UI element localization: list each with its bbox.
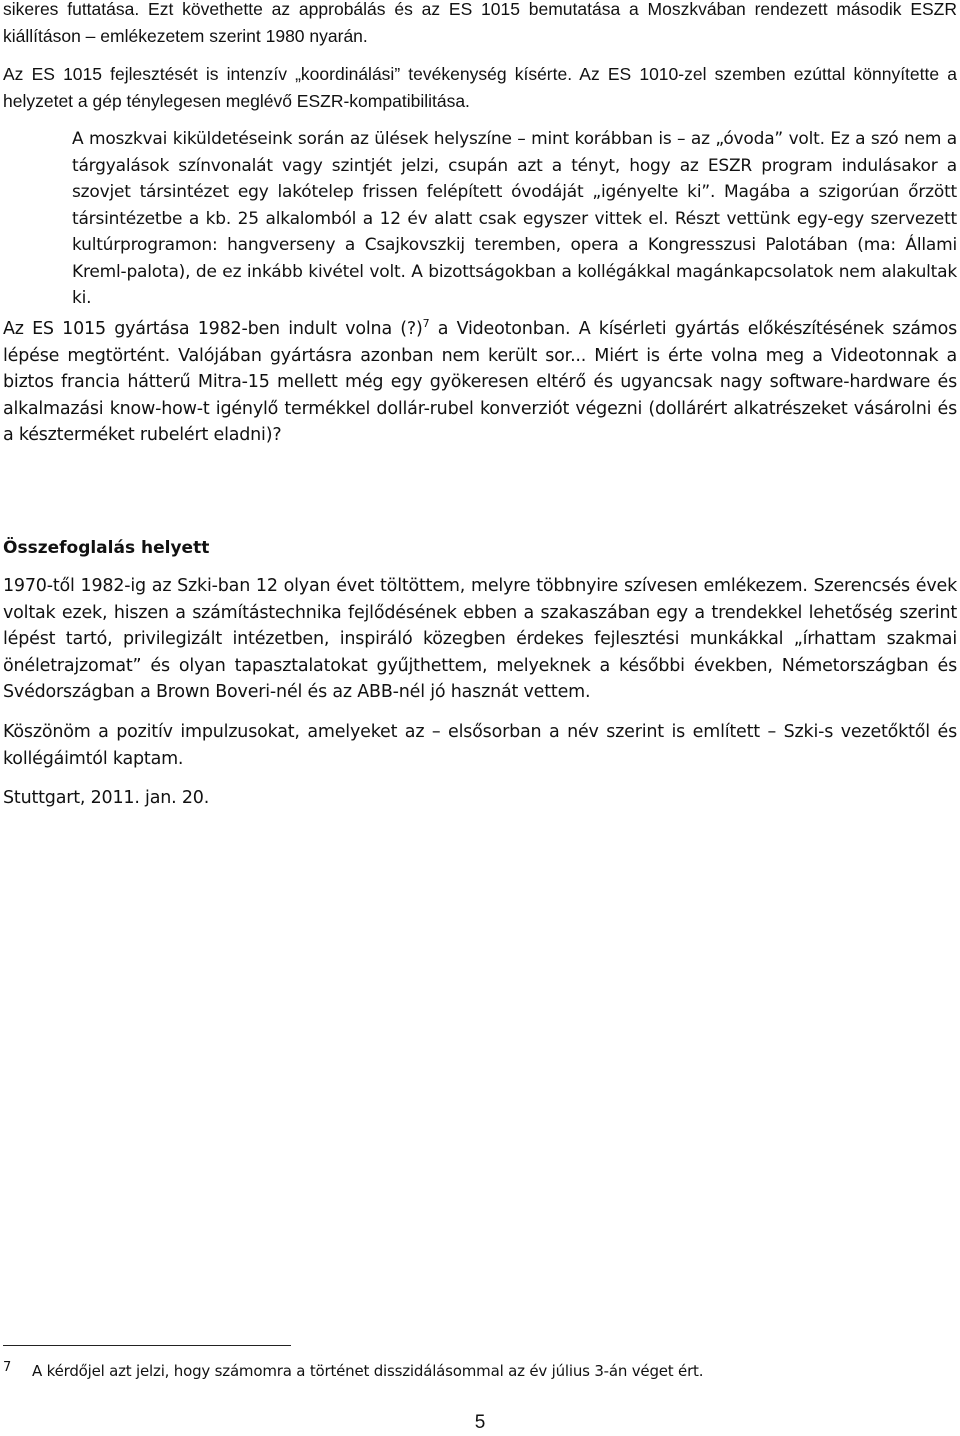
footnote-divider xyxy=(3,1345,291,1346)
paragraph-4-start: Az ES 1015 gyártása 1982-ben indult volna (?) xyxy=(3,319,423,339)
section-heading: Összefoglalás helyett xyxy=(3,538,210,558)
paragraph-2: Az ES 1015 fejlesztését is intenzív „koordinálási” tevékenység kísérte. Az ES 1010-zel szemben ezúttal könnyítette a helyzetet a gép ténylegesen meglévő ESZR-kompatibilitása. xyxy=(3,64,957,111)
signoff-date: Stuttgart, 2011. jan. 20. xyxy=(3,788,210,808)
footnote-number: 7 xyxy=(3,1360,12,1375)
page-number: 5 xyxy=(474,1412,486,1433)
footnote-text: A kérdőjel azt jelzi, hogy számomra a történet disszidálásommal az év július 3-án véget ért. xyxy=(32,1362,704,1380)
footnote-reference: 7 xyxy=(422,317,430,330)
paragraph-3-indented: A moszkvai kiküldetéseink során az ülések helyszíne – mint korábban is – az „óvoda” volt. Ez a szó nem a tárgyalások színvonalát vagy szintjét jelzi, csupán azt a tényt, hogy az ESZR program indulásakor a szovjet társintézet egy lakótelep frissen felépített óvodáját „igényelte ki”. Magába a szigorúan őrzött társintézetbe a kb. 25 alkalomból a 12 év alatt csak egyszer vittek el. Részt vettünk egy-egy szervezett kultúrprogramon: hangverseny a Csajkovszkij teremben, opera a Kongresszusi Palotában (ma: Állami Kreml-palota), de ez inkább kivétel volt. A bizottságokban a kollégákkal magánkapcsolatok nem alakultak ki. xyxy=(72,129,957,308)
paragraph-1: sikeres futtatása. Ezt követhette az approbálás és az ES 1015 bemutatása a Moszkvában rendezett második ESZR kiállításon – emlékezetem szerint 1980 nyarán. xyxy=(3,0,957,46)
paragraph-4 xyxy=(3,316,957,449)
section-paragraph-1: 1970-től 1982-ig az Szki-ban 12 olyan évet töltöttem, melyre többnyire szívesen emlékezem. Szerencsés évek voltak ezek, hiszen a számítástechnika fejlődésének ebben a szakaszában egy a trendekkel lehetőség szerint lépést tartó, privilegizált intézetben, inspiráló közegben érdekes fejlesztési munkákkal „írhattam szakmai önéletrajzomat” és olyan tapasztalatokat gyűjthettem, melyeknek a későbbi években, Németországban és Svédországban a Brown Boveri-nél és az ABB-nél jó hasznát vettem. xyxy=(3,576,957,702)
paragraph-4-rest: a Videotonban. A kísérleti gyártás előkészítésének számos lépése megtörtént. Valójában gyártásra azonban nem került sor... Miért is érte volna meg a Videotonnak a biztos francia hátterű Mitra-15 mellett még egy gyökeresen eltérő és ugyancsak nagy software-hardware és alkalmazási know-how-t igénylő termékkel dollár-rubel konverziót végezni (dollárért alkatrészeket vásárolni és a készterméket rubelért eladni)? xyxy=(3,319,957,445)
section-paragraph-2: Köszönöm a pozitív impulzusokat, amelyeket az – elsősorban a név szerint is említett – Szki-s vezetőktől és kollégáimtól kaptam. xyxy=(3,722,957,769)
